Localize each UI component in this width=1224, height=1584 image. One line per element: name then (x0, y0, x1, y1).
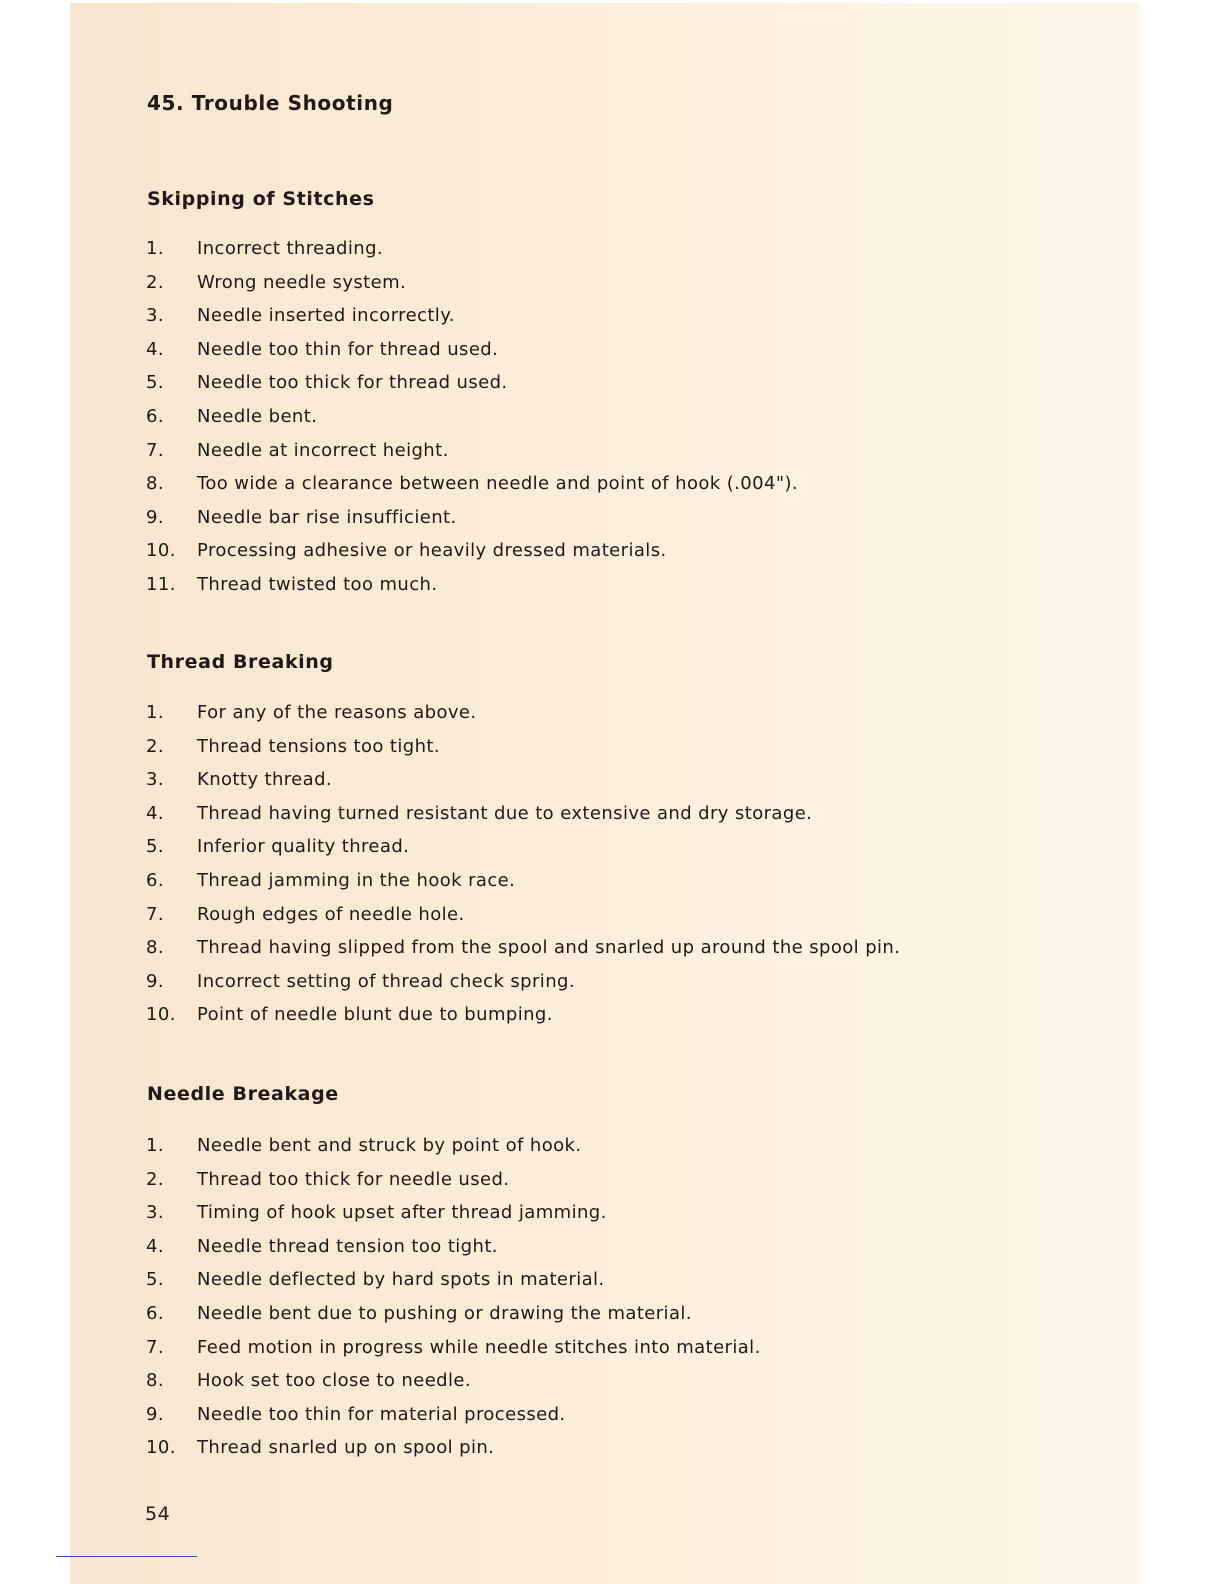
item-number: 9. (146, 1403, 164, 1425)
item-number: 10. (146, 1004, 176, 1026)
item-text: Needle bar rise insufficient. (197, 506, 457, 528)
item-number: 9. (146, 970, 164, 992)
item-number: 8. (146, 473, 164, 495)
page-number: 54 (145, 1503, 171, 1525)
item-text: Incorrect setting of thread check spring. (197, 970, 575, 992)
item-text: Timing of hook upset after thread jamming. (197, 1202, 607, 1224)
item-text: Thread too thick for needle used. (197, 1168, 510, 1190)
item-text: Needle thread tension too tight. (197, 1235, 498, 1257)
item-text: Needle bent due to pushing or drawing the material. (197, 1302, 692, 1324)
item-text: Needle too thick for thread used. (197, 372, 508, 394)
item-number: 1. (146, 238, 164, 259)
item-number: 11. (146, 573, 176, 595)
item-number: 3. (146, 769, 164, 791)
item-number: 4. (146, 338, 164, 360)
item-number: 6. (146, 405, 164, 427)
item-number: 5. (146, 836, 164, 858)
item-text: Needle bent and struck by point of hook. (197, 1135, 582, 1156)
item-text: Thread twisted too much. (197, 573, 438, 595)
item-number: 10. (146, 1437, 176, 1459)
item-number: 1. (146, 702, 164, 723)
item-number: 6. (146, 869, 164, 891)
item-number: 7. (146, 903, 164, 925)
item-number: 4. (146, 802, 164, 824)
item-number: 5. (146, 1269, 164, 1291)
page-title: 45. Trouble Shooting (147, 91, 394, 115)
item-text: Needle bent. (197, 405, 318, 427)
item-text: Hook set too close to needle. (197, 1370, 471, 1392)
item-text: Thread jamming in the hook race. (197, 869, 516, 891)
item-number: 2. (146, 1168, 164, 1190)
item-text: Needle inserted incorrectly. (197, 305, 455, 327)
item-text: Knotty thread. (197, 769, 333, 791)
item-text: Needle at incorrect height. (197, 439, 449, 461)
item-text: Inferior quality thread. (197, 836, 410, 858)
item-text: Needle too thin for thread used. (197, 338, 499, 360)
item-text: Point of needle blunt due to bumping. (197, 1004, 553, 1026)
item-number: 2. (146, 271, 164, 293)
item-text: Thread having turned resistant due to extensive and dry storage. (197, 802, 813, 824)
item-text: Needle too thin for material processed. (197, 1403, 566, 1425)
item-number: 6. (146, 1302, 164, 1324)
footer-rule (56, 1556, 197, 1557)
item-number: 3. (146, 1202, 164, 1224)
item-text: Thread tensions too tight. (197, 735, 440, 757)
section-title-needle-breakage: Needle Breakage (147, 1083, 339, 1105)
item-number: 7. (146, 1336, 164, 1358)
item-text: Incorrect threading. (197, 238, 384, 259)
item-number: 9. (146, 506, 164, 528)
item-number: 1. (146, 1135, 164, 1156)
item-number: 3. (146, 305, 164, 327)
item-text: Too wide a clearance between needle and point of hook (.004"). (197, 473, 799, 495)
item-number: 4. (146, 1235, 164, 1257)
item-number: 8. (146, 937, 164, 959)
item-text: Thread having slipped from the spool and snarled up around the spool pin. (197, 937, 901, 959)
item-text: Thread snarled up on spool pin. (197, 1437, 495, 1459)
item-text: Wrong needle system. (197, 271, 407, 293)
item-text: Rough edges of needle hole. (197, 903, 465, 925)
item-text: Feed motion in progress while needle stitches into material. (197, 1336, 761, 1358)
section-title-thread-breaking: Thread Breaking (147, 651, 334, 673)
manual-page (70, 3, 1140, 1584)
section-title-skipping-of-stitches: Skipping of Stitches (147, 188, 375, 210)
item-text: Processing adhesive or heavily dressed materials. (197, 540, 667, 562)
item-text: For any of the reasons above. (197, 702, 477, 723)
item-number: 10. (146, 540, 176, 562)
item-number: 5. (146, 372, 164, 394)
item-number: 8. (146, 1370, 164, 1392)
item-text: Needle deflected by hard spots in material. (197, 1269, 605, 1291)
item-number: 7. (146, 439, 164, 461)
item-number: 2. (146, 735, 164, 757)
